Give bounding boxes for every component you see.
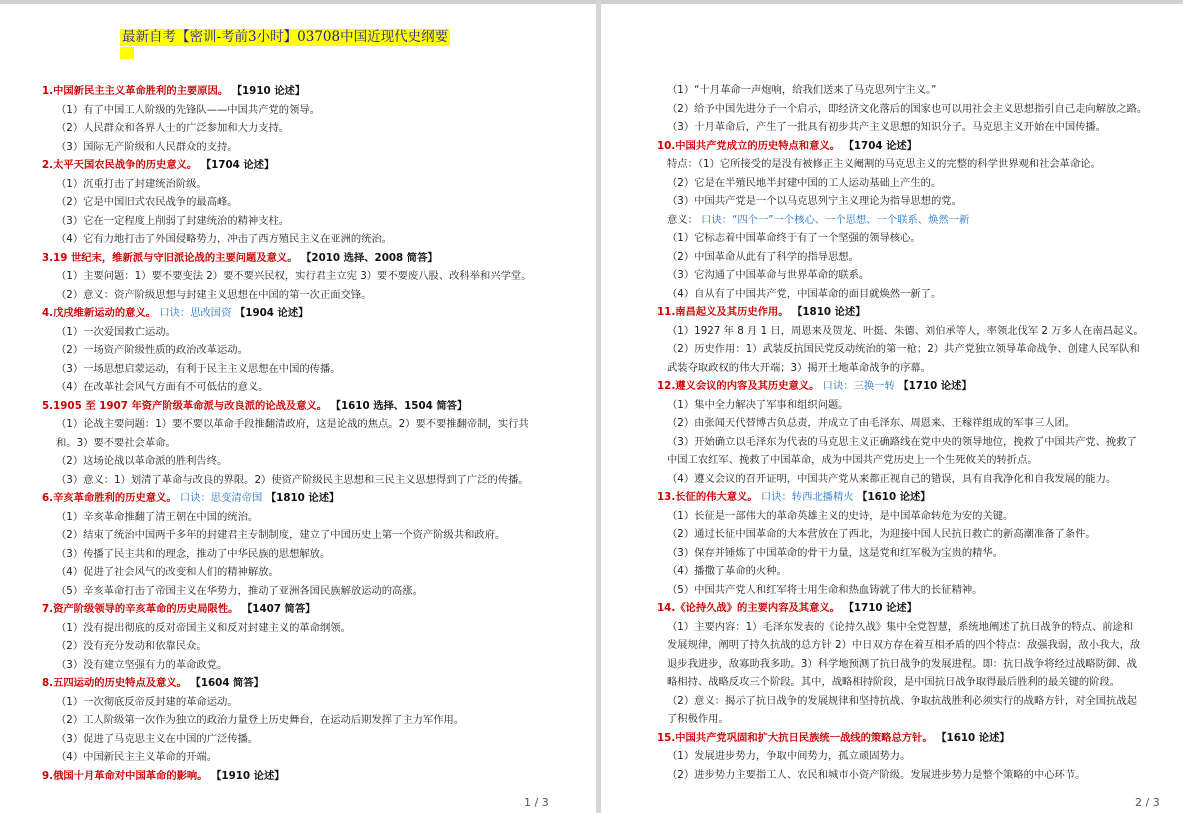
line-text: （3）国际无产阶级和人民群众的支持。 — [56, 140, 238, 153]
list-item — [667, 435, 1137, 449]
list-item — [56, 454, 227, 468]
line-text: （4）在改革社会风气方面有不可低估的意义。 — [56, 381, 269, 393]
list-item — [667, 398, 849, 412]
list-item — [56, 232, 392, 246]
list-item — [667, 102, 1147, 116]
line-text: （3）开始确立以毛泽东为代表的马克思主义正确路线在党中央的领导地位，挽救了中国共产党、挽救了 — [667, 435, 1137, 448]
list-item — [667, 361, 931, 375]
line-text: （2）没有充分发动和依靠民众。 — [56, 640, 207, 652]
list-item — [56, 750, 217, 764]
list-item — [667, 324, 1144, 338]
list-item — [56, 473, 529, 487]
list-item — [667, 712, 729, 726]
mnemonic-tip: 口诀：思改国资 — [156, 307, 232, 319]
mnemonic-tip: 口诀：三换一转 — [819, 380, 895, 392]
section-heading — [657, 379, 972, 393]
exam-tag: 【2010 选择、2008 简答】 — [297, 251, 438, 264]
list-item — [667, 213, 969, 227]
line-text: （3）它在一定程度上削弱了封建统治的精神支柱。 — [56, 214, 290, 227]
line-text: 9.俄国十月革命对中国革命的影响。 — [42, 769, 208, 782]
line-text: （2）结束了统治中国两千多年的封建君主专制制度，建立了中国历史上第一个资产阶级共和政府。 — [56, 529, 506, 541]
list-item — [667, 564, 787, 578]
line-text: （1）一次彻底反帝反封建的革命运动。 — [56, 695, 238, 708]
list-item — [667, 527, 1096, 541]
exam-tag: 【1610 论述】 — [853, 491, 931, 503]
list-item — [56, 713, 464, 727]
list-item — [667, 694, 1137, 708]
section-heading — [42, 602, 315, 616]
line-text: 2.太平天国农民战争的历史意义。 — [42, 159, 198, 171]
list-item — [56, 510, 258, 524]
section-heading — [657, 601, 917, 615]
page-1[interactable] — [0, 4, 596, 813]
line-text: 11.南昌起义及其历史作用。 — [657, 306, 789, 318]
line-text: （4）自从有了中国共产党，中国革命的面目就焕然一新了。 — [667, 287, 942, 300]
list-item — [667, 176, 941, 190]
line-text: 武装夺取政权的伟大开端；3）揭开土地革命战争的序幕。 — [667, 361, 931, 374]
exam-tag: 【1810 论述】 — [262, 492, 340, 504]
list-item — [56, 380, 269, 394]
list-item — [667, 768, 1085, 782]
page-number: 2 / 3 — [1135, 796, 1160, 809]
page-2[interactable] — [601, 4, 1183, 813]
list-item — [667, 583, 982, 597]
line-text: （2）给予中国先进分子一个启示，即经济文化落后的国家也可以用社会主义思想指引自己走向解放之路。 — [667, 102, 1148, 115]
line-text: （2）意义：揭示了抗日战争的发展规律和坚持抗战、争取抗战胜利必须实行的战略方针，对全国抗战起 — [667, 694, 1137, 707]
line-text: （1）没有提出彻底的反对帝国主义和反对封建主义的革命纲领。 — [56, 621, 351, 634]
list-item — [56, 177, 207, 191]
exam-tag: 【1610 论述】 — [932, 731, 1010, 744]
line-text: （1）沉重打击了封建统治阶级。 — [56, 177, 207, 190]
list-item — [56, 343, 248, 357]
list-item — [667, 546, 1003, 560]
line-text: （2）一场资产阶级性质的政治改革运动。 — [56, 344, 248, 356]
section-heading — [42, 769, 285, 783]
line-text: （3）十月革命后，产生了一批具有初步共产主义思想的知识分子。马克思主义开始在中国传播。 — [667, 121, 1107, 133]
line-text: （1）发展进步势力，争取中间势力，孤立顽固势力。 — [667, 750, 911, 762]
line-text: 13.长征的伟大意义。 — [657, 491, 758, 503]
exam-tag: 【1407 简答】 — [238, 603, 316, 615]
mnemonic-tip: 口诀：转西北播精火 — [757, 491, 854, 503]
line-text: 8.五四运动的历史特点及意义。 — [42, 677, 187, 689]
exam-tag: 【1910 论述】 — [207, 769, 285, 782]
line-text: （1）一次爱国救亡运动。 — [56, 325, 176, 338]
section-heading — [657, 139, 917, 153]
exam-tag: 【1704 论述】 — [197, 159, 275, 171]
line-text: 12.遵义会议的内容及其历史意义。 — [657, 380, 820, 392]
section-heading — [657, 490, 931, 504]
list-item — [56, 621, 351, 635]
list-item — [667, 453, 1038, 467]
list-item — [56, 565, 279, 579]
line-text: （2）通过长征中国革命的大本营放在了西北，为迎接中国人民抗日救亡的新高潮准备了条件。 — [667, 528, 1096, 540]
line-text: （1）集中全力解决了军事和组织问题。 — [667, 398, 849, 411]
line-text: 中国工农红军、挽救了中国革命，成为中国共产党历史上一个生死攸关的转折点。 — [667, 454, 1038, 466]
line-text: （2）由张闻天代替博古负总责，并成立了由毛泽东、周恩来、王稼祥组成的军事三人团。 — [667, 417, 1076, 429]
section-heading — [657, 305, 866, 319]
exam-tag: 【1604 简答】 — [186, 677, 264, 689]
section-heading — [42, 251, 438, 265]
exam-tag: 【1610 选择、1504 简答】 — [327, 399, 468, 412]
section-heading — [42, 399, 467, 413]
exam-tag: 【1910 论述】 — [228, 85, 306, 97]
list-item — [667, 749, 910, 763]
section-heading — [42, 491, 339, 505]
line-text: 15.中国共产党巩固和扩大抗日民族统一战线的策略总方针。 — [657, 731, 933, 744]
line-text: （5）中国共产党人和红军将士用生命和热血铸就了伟大的长征精神。 — [667, 583, 983, 596]
section-heading — [657, 731, 1010, 745]
line-text: （1）1927 年 8 月 1 日，周恩来及贺龙、叶挺、朱德、刘伯承等人，率领北伐军 2 万多人在南昌起义。 — [667, 324, 1144, 337]
list-item — [56, 103, 320, 117]
list-item — [56, 436, 176, 450]
line-text: （2）中国革命从此有了科学的指导思想。 — [667, 250, 859, 263]
line-text: （1）论战主要问题：1）要不要以革命手段推翻清政府，这是论战的焦点。2）要不要推翻帝制，实行共 — [56, 418, 529, 430]
list-item — [667, 83, 937, 97]
list-item — [56, 639, 207, 653]
line-text: （3）一场思想启蒙运动，有利于民主主义思想在中国的传播。 — [56, 362, 341, 375]
list-item — [667, 120, 1106, 134]
line-text: （1）长征是一部伟大的革命英雄主义的史诗，是中国革命转危为安的关键。 — [667, 509, 1014, 522]
list-item — [56, 695, 238, 709]
list-item — [56, 417, 529, 431]
line-text: 14.《论持久战》的主要内容及其意义。 — [657, 602, 840, 614]
line-text: （1）有了中国工人阶级的先锋队——中国共产党的领导。 — [56, 103, 320, 116]
line-text: 了积极作用。 — [667, 713, 729, 725]
list-item — [56, 214, 289, 228]
line-text: 和。3）要不要社会革命。 — [56, 436, 176, 449]
list-item — [667, 416, 1075, 430]
line-text: （2）意义：资产阶级思想与封建主义思想在中国的第一次正面交锋。 — [56, 288, 372, 301]
list-item — [56, 288, 371, 302]
exam-tag: 【1710 论述】 — [840, 602, 918, 614]
list-item — [56, 732, 258, 746]
list-item — [56, 584, 423, 598]
document-title: 最新自考【密训-考前3小时】03708中国近现代史纲要 — [122, 29, 449, 45]
exam-tag: 【1704 论述】 — [840, 139, 918, 152]
line-text: （2）它是在半殖民地半封建中国的工人运动基础上产生的。 — [667, 176, 942, 189]
line-text: （2）这场论战以革命派的胜利告终。 — [56, 455, 228, 467]
list-item — [56, 269, 532, 283]
line-text: 特点：（1）它所接受的是没有被修正主义阉割的马克思主义的完整的科学世界观和社会革命论。 — [667, 158, 1101, 170]
list-item — [56, 658, 227, 672]
line-text: 3.19 世纪末，维新派与守旧派论战的主要问题及意义。 — [42, 251, 298, 264]
list-item — [56, 121, 289, 135]
list-item — [667, 472, 1116, 486]
list-item — [667, 157, 1101, 171]
line-text: 10.中国共产党成立的历史特点和意义。 — [657, 139, 840, 152]
list-item — [667, 268, 869, 282]
line-text: 4.戊戌维新运动的意义。 — [42, 307, 157, 319]
line-text: （4）中国新民主主义革命的开端。 — [56, 751, 218, 763]
line-text: （3）促进了马克思主义在中国的广泛传播。 — [56, 732, 259, 745]
exam-tag: 【1904 论述】 — [231, 307, 309, 319]
list-item — [667, 620, 1133, 634]
mnemonic-tip: 口诀：“四个一”一个核心、一个思想、一个联系、焕然一新 — [697, 213, 970, 226]
line-text: 退步我进步，敌寡助我多助。3）科学地预测了抗日战争的发展进程。即：抗日战争将经过战略防御、战 — [667, 657, 1137, 670]
line-text: （2）它是中国旧式农民战争的最高峰。 — [56, 196, 238, 208]
exam-tag: 【1710 论述】 — [894, 380, 972, 392]
highlight-mark — [120, 47, 134, 59]
line-text: （3）中国共产党是一个以马克思列宁主义理论为指导思想的党。 — [667, 195, 962, 207]
list-item — [667, 675, 1120, 689]
line-text: （2）历史作用：1）武装反抗国民党反动统治的第一枪；2）共产党独立领导革命战争、创建人民军队和 — [667, 343, 1140, 355]
line-text: （4）播撒了革命的火种。 — [667, 565, 787, 577]
line-text: （1）辛亥革命推翻了清王朝在中国的统治。 — [56, 510, 259, 523]
line-text: （3）没有建立坚强有力的革命政党。 — [56, 658, 228, 671]
line-text: （4）促进了社会风气的改变和人们的精神解放。 — [56, 566, 279, 578]
line-text: （1）主要问题：1）要不要变法 2）要不要兴民权，实行君主立宪 3）要不要废八股、改科举和兴学堂。 — [56, 270, 532, 282]
list-item — [667, 194, 962, 208]
list-item — [667, 509, 1013, 523]
section-heading — [42, 676, 264, 690]
list-item — [667, 638, 1140, 652]
list-item — [56, 362, 341, 376]
line-text: 6.辛亥革命胜利的历史意义。 — [42, 492, 177, 504]
line-text: 意义： — [667, 213, 698, 226]
line-text: 7.资产阶级领导的辛亥革命的历史局限性。 — [42, 603, 239, 615]
section-heading — [42, 306, 308, 320]
section-heading — [42, 158, 274, 172]
line-text: （1）“十月革命一声炮响，给我们送来了马克思列宁主义。” — [667, 84, 937, 96]
line-text: （5）辛亥革命打击了帝国主义在华势力，推动了亚洲各国民族解放运动的高涨。 — [56, 584, 423, 597]
line-text: （4）它有力地打击了外国侵略势力，冲击了西方殖民主义在亚洲的统治。 — [56, 233, 393, 245]
line-text: （3）传播了民主共和的理念，推动了中华民族的思想解放。 — [56, 547, 331, 560]
line-text: （1）它标志着中国革命终于有了一个坚强的领导核心。 — [667, 232, 921, 244]
line-text: 略相持、战略反攻三个阶段。其中，战略相持阶段，是中国抗日战争取得最后胜利的最关键的阶段。 — [667, 676, 1121, 688]
list-item — [56, 195, 238, 209]
page-number: 1 / 3 — [524, 796, 549, 809]
list-item — [56, 140, 238, 154]
mnemonic-tip: 口诀：思变清帝国 — [176, 492, 263, 504]
exam-tag: 【1810 论述】 — [788, 306, 866, 318]
line-text: （3）保存并锤炼了中国革命的骨干力量，这是党和红军极为宝贵的精华。 — [667, 546, 1004, 559]
line-text: （3）它沟通了中国革命与世界革命的联系。 — [667, 269, 870, 281]
list-item — [56, 325, 176, 339]
list-item — [56, 528, 505, 542]
list-item — [667, 250, 859, 264]
list-item — [667, 342, 1140, 356]
line-text: 1.中国新民主主义革命胜利的主要原因。 — [42, 85, 229, 97]
line-text: 发展规律，阐明了持久抗战的总方针 2）中日双方存在着互相矛盾的四个特点：敌强我弱，敌小我大，敌 — [667, 639, 1141, 651]
line-text: （2）进步势力主要指工人、农民和城市小资产阶级。发展进步势力是整个策略的中心环节。 — [667, 768, 1086, 781]
line-text: （2）人民群众和各界人士的广泛参加和大力支持。 — [56, 122, 290, 134]
list-item — [667, 287, 941, 301]
line-text: （3）意义：1）划清了革命与改良的界限。2）使资产阶级民主思想和三民主义思想得到了广泛的传播。 — [56, 473, 529, 486]
line-text: （1）主要内容：1）毛泽东发表的《论持久战》集中全党智慧，系统地阐述了抗日战争的特点、前途和 — [667, 620, 1134, 633]
line-text: （4）遵义会议的召开证明，中国共产党从来都正视自己的错误，具有自我净化和自我发展的能力。 — [667, 472, 1117, 485]
list-item — [56, 547, 330, 561]
list-item — [667, 657, 1137, 671]
line-text: 5.1905 至 1907 年资产阶级革命派与改良派的论战及意义。 — [42, 399, 328, 412]
line-text: （2）工人阶级第一次作为独立的政治力量登上历史舞台，在运动后期发挥了主力军作用。 — [56, 714, 465, 726]
section-heading — [42, 84, 305, 98]
list-item — [667, 231, 921, 245]
